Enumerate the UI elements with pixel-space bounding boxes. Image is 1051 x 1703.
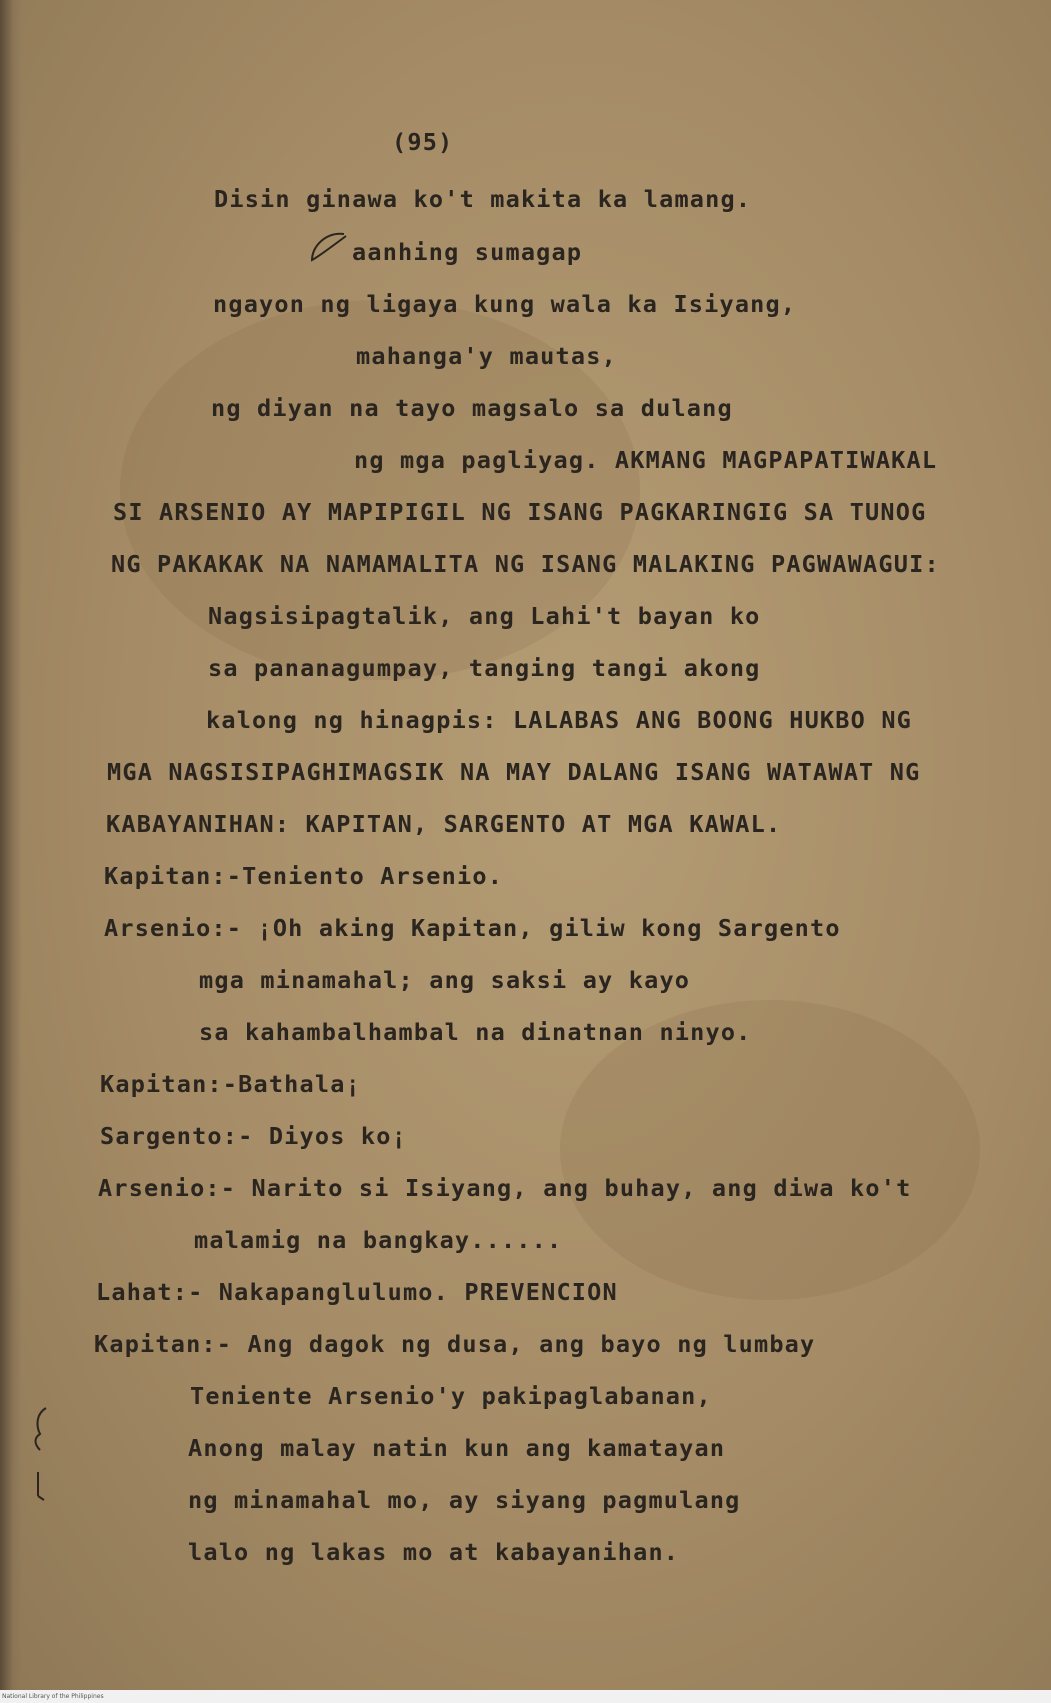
- text-line: Arsenio:- ¡Oh aking Kapitan, giliw kong Sargento: [104, 914, 841, 942]
- text-line: Sargento:- Diyos ko¡: [100, 1122, 407, 1150]
- text-line: Kapitan:- Ang dagok ng dusa, ang bayo ng lumbay: [94, 1330, 816, 1358]
- text-line: lalo ng lakas mo at kabayanihan.: [188, 1538, 680, 1566]
- text-line: KABAYANIHAN: KAPITAN, SARGENTO AT MGA KAWAL.: [106, 810, 782, 838]
- text-line: Teniente Arsenio'y pakipaglabanan,: [190, 1382, 712, 1410]
- text-line: Disin ginawa ko't makita ka lamang.: [214, 185, 752, 213]
- text-line: Nagsisipagtalik, ang Lahi't bayan ko: [208, 602, 761, 630]
- text-line: MGA NAGSISIPAGHIMAGSIK NA MAY DALANG ISANG WATAWAT NG: [107, 758, 921, 786]
- text-line: Arsenio:- Narito si Isiyang, ang buhay, ang diwa ko't: [98, 1174, 912, 1202]
- text-line: malamig na bangkay......: [194, 1226, 563, 1254]
- text-line: NG PAKAKAK NA NAMAMALITA NG ISANG MALAKING PAGWAWAGUI:: [111, 550, 940, 578]
- footer-text: National Library of the Philippines: [2, 1693, 104, 1700]
- footer-credit: [0, 1690, 1051, 1703]
- text-line: mahanga'y mautas,: [356, 342, 617, 370]
- text-line: aanhing sumagap: [352, 238, 583, 266]
- page-number: (95): [392, 128, 454, 156]
- text-line: sa kahambalhambal na dinatnan ninyo.: [199, 1018, 752, 1046]
- bracket-mark-icon: [26, 1400, 56, 1510]
- text-line: ng diyan na tayo magsalo sa dulang: [211, 394, 733, 422]
- text-line: ngayon ng ligaya kung wala ka Isiyang,: [213, 290, 797, 318]
- text-line: sa pananagumpay, tanging tangi akong: [208, 654, 761, 682]
- text-line: Anong malay natin kun ang kamatayan: [188, 1434, 726, 1462]
- text-line: Kapitan:-Bathala¡: [100, 1070, 361, 1098]
- text-line: mga minamahal; ang saksi ay kayo: [199, 966, 691, 994]
- text-line: Lahat:- Nakapanglulumo. PREVENCION: [96, 1278, 618, 1306]
- text-line: SI ARSENIO AY MAPIPIGIL NG ISANG PAGKARINGIG SA TUNOG: [113, 498, 927, 526]
- text-line: ng minamahal mo, ay siyang pagmulang: [188, 1486, 741, 1514]
- text-line: Kapitan:-Teniento Arsenio.: [104, 862, 504, 890]
- handwritten-mark-icon: [306, 228, 354, 270]
- text-line: ng mga pagliyag. AKMANG MAGPAPATIWAKAL: [354, 446, 938, 474]
- text-line: kalong ng hinagpis: LALABAS ANG BOONG HUKBO NG: [206, 706, 913, 734]
